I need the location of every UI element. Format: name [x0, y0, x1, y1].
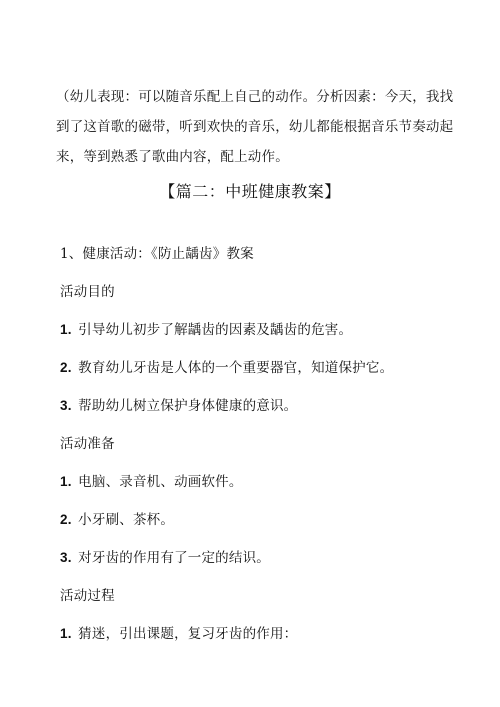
goal-number: 3.: [60, 398, 72, 413]
goal-number: 1.: [60, 322, 72, 337]
process-text: 猜迷，引出课题，复习牙齿的作用：: [78, 626, 298, 642]
goal-text: 教育幼儿牙齿是人体的一个重要器官，知道保护它。: [78, 360, 394, 376]
prep-number: 1.: [60, 474, 72, 489]
goal-text: 帮助幼儿树立保护身体健康的意识。: [78, 398, 298, 414]
goal-item-2: [60, 358, 393, 378]
prep-text: 小牙刷、茶杯。: [78, 512, 175, 528]
process-number: 1.: [60, 626, 72, 641]
prep-text: 对牙齿的作用有了一定的结识。: [78, 550, 270, 566]
goal-text: 引导幼儿初步了解龋齿的因素及龋齿的危害。: [78, 322, 353, 338]
prep-item-3: [60, 548, 270, 568]
prep-heading: 活动准备: [60, 436, 115, 452]
intro-line-2: 到了这首歌的磁带，听到欢快的音乐，幼儿都能根据音乐节奏动起: [56, 119, 454, 135]
intro-line-3: 来，等到熟悉了歌曲内容，配上动作。: [56, 149, 289, 165]
goal-number: 2.: [60, 360, 72, 375]
goal-item-1: [60, 320, 352, 340]
prep-text: 电脑、录音机、动画软件。: [78, 474, 243, 490]
process-heading: 活动过程: [60, 588, 115, 604]
section-title: 【篇二：中班健康教案】: [159, 182, 341, 201]
goals-heading: 活动目的: [60, 284, 115, 300]
intro-paragraph: [56, 82, 454, 172]
goal-item-3: [60, 396, 297, 416]
prep-item-2: [60, 510, 174, 530]
process-item-1: [60, 624, 297, 644]
activity-title: 1、健康活动：《防止龋齿》教案: [60, 246, 254, 262]
prep-item-1: [60, 472, 243, 492]
intro-line-1: （幼儿表现：可以随音乐配上自己的动作。分析因素：今天，我找: [56, 89, 454, 105]
prep-number: 2.: [60, 512, 72, 527]
prep-number: 3.: [60, 550, 72, 565]
